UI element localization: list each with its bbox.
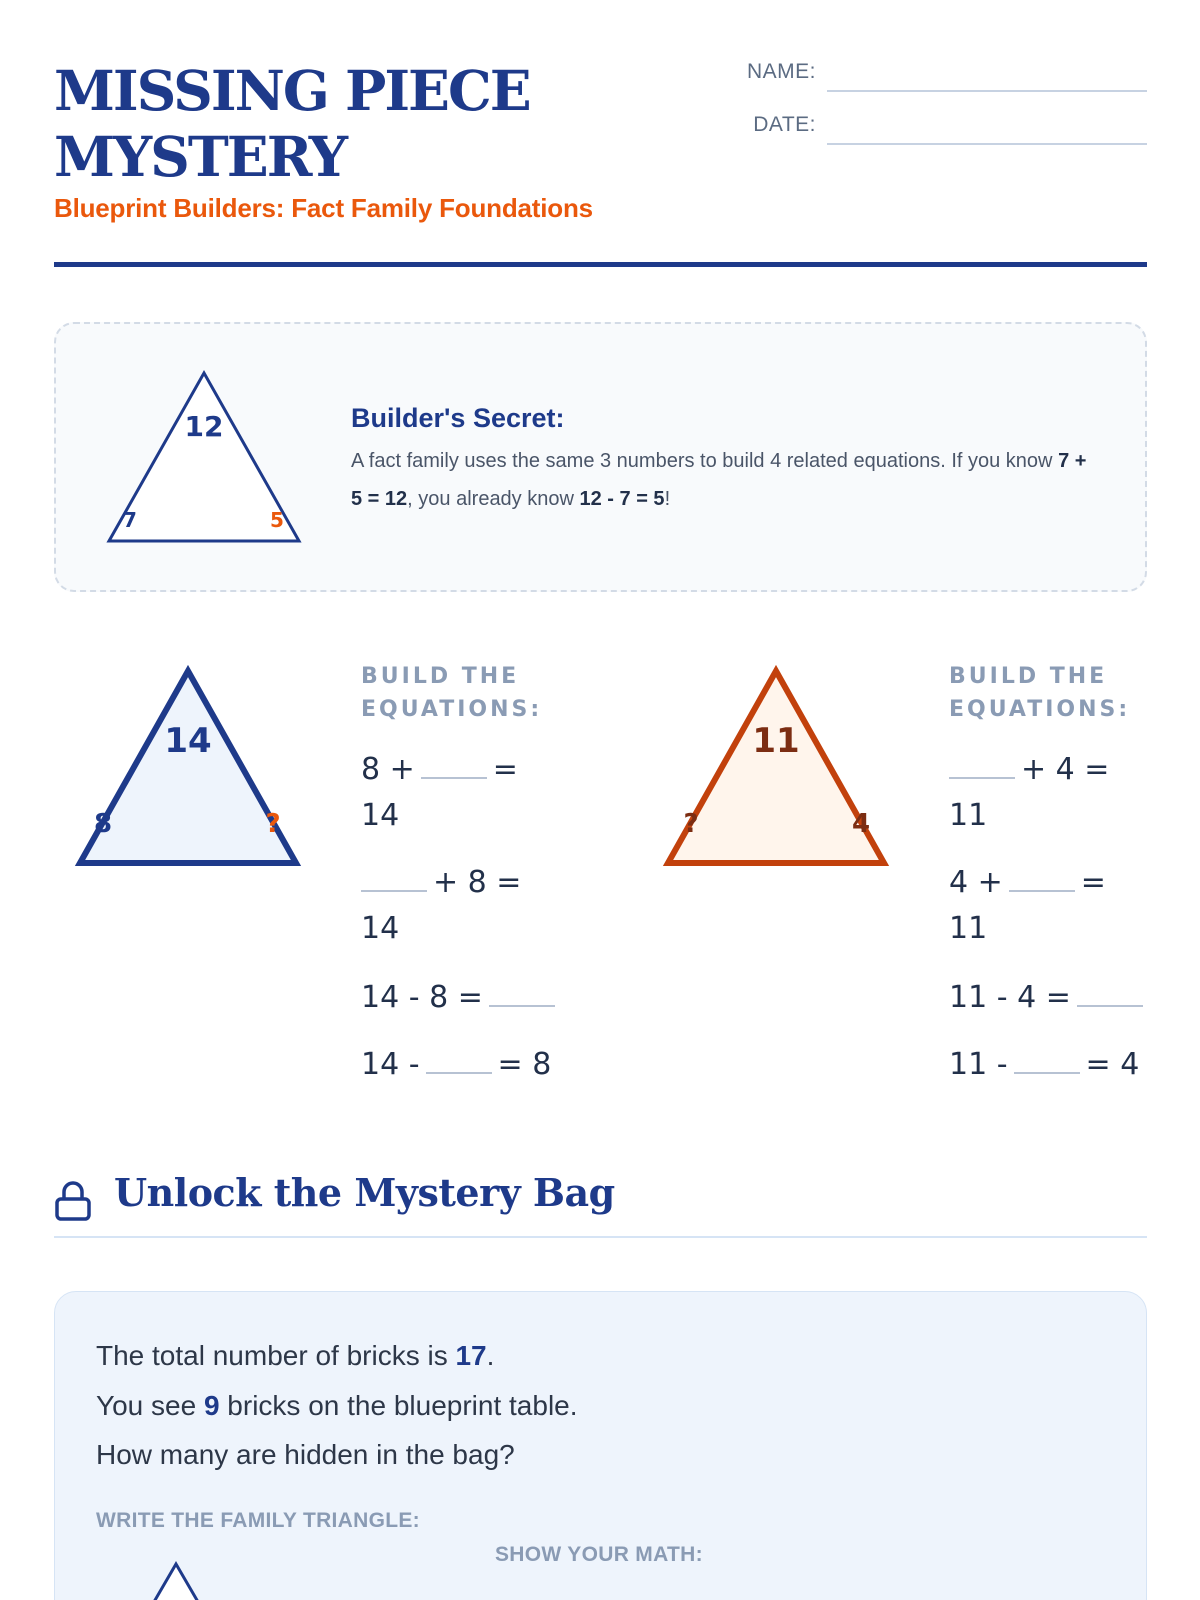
- answer-blank[interactable]: [949, 753, 1015, 779]
- family-2-eq-2: [949, 860, 1174, 952]
- example-top-number: 12: [184, 410, 224, 443]
- build-label-1: BUILD THE EQUATIONS:: [361, 664, 543, 722]
- triangle-label: WRITE THE FAMILY TRIANGLE:: [96, 1509, 420, 1532]
- story-text: You see: [96, 1390, 204, 1421]
- family-1-right-number: ?: [265, 809, 281, 839]
- title-line-1: MISSING PIECE: [54, 58, 530, 123]
- example-triangle: [108, 373, 300, 543]
- eq-text: 11 -: [949, 1047, 1008, 1082]
- eq-text: 14 -: [361, 1047, 420, 1082]
- eq-text: 14: [361, 911, 400, 946]
- known-equation: 7 + 5 = 12: [351, 450, 1087, 510]
- math-label: SHOW YOUR MATH:: [495, 1543, 703, 1566]
- example-right-number: 5: [270, 508, 284, 532]
- name-field[interactable]: [827, 90, 1147, 92]
- secret-text-part: , you already know: [407, 488, 580, 510]
- story-line-3: How many are hidden in the bag?: [96, 1439, 515, 1470]
- eq-text: 14 - 8 =: [361, 980, 483, 1015]
- family-1-eq-1: [361, 747, 586, 839]
- header-divider: [54, 262, 1147, 267]
- family-2-eq-1: [949, 747, 1174, 839]
- story-line-2: [96, 1390, 578, 1422]
- title-line-2: MYSTERY: [54, 124, 346, 189]
- family-2-right-number: 4: [851, 809, 871, 839]
- family-1-eq-4: [361, 1042, 601, 1088]
- eq-text: =: [1080, 865, 1106, 900]
- eq-text: 4 +: [949, 865, 1003, 900]
- page-title: [54, 58, 614, 190]
- eq-text: 14: [361, 798, 400, 833]
- eq-text: 8 +: [361, 752, 415, 787]
- seen-bricks: 9: [203, 1390, 220, 1421]
- eq-text: = 8: [497, 1047, 552, 1082]
- story-text: .: [486, 1340, 495, 1371]
- date-field[interactable]: [827, 143, 1147, 145]
- answer-blank[interactable]: [361, 866, 427, 892]
- build-label-2: BUILD THE EQUATIONS:: [949, 664, 1131, 722]
- mystery-divider: [54, 1236, 1147, 1238]
- example-left-number: 7: [123, 508, 137, 532]
- answer-blank[interactable]: [426, 1048, 492, 1074]
- answer-blank[interactable]: [1077, 981, 1143, 1007]
- answer-blank[interactable]: [1014, 1048, 1080, 1074]
- family-triangle-2: [665, 668, 887, 866]
- eq-text: + 4 =: [1021, 752, 1110, 787]
- family-1-left-number: 8: [93, 809, 113, 839]
- eq-text: + 8 =: [433, 865, 522, 900]
- family-2-left-number: ?: [683, 809, 699, 839]
- eq-text: 11 - 4 =: [949, 980, 1071, 1015]
- eq-text: 11: [949, 798, 988, 833]
- answer-blank[interactable]: [421, 753, 487, 779]
- family-1-eq-2: [361, 860, 586, 952]
- family-2-eq-3: [949, 975, 1189, 1021]
- eq-text: 11: [949, 911, 988, 946]
- secret-title: Builder's Secret:: [351, 403, 565, 433]
- story-text: bricks on the blueprint table.: [219, 1390, 578, 1421]
- page-subtitle: Blueprint Builders: Fact Family Foundations: [54, 193, 593, 223]
- family-2-top-number: 11: [752, 721, 800, 761]
- total-bricks: 17: [455, 1340, 487, 1371]
- family-1-top-number: 14: [164, 721, 212, 761]
- date-label: DATE:: [753, 113, 816, 136]
- lock-icon: [55, 1181, 91, 1221]
- derived-equation: 12 - 7 = 5: [579, 488, 665, 510]
- secret-text-part: !: [664, 488, 671, 510]
- answer-blank[interactable]: [489, 981, 555, 1007]
- name-label: NAME:: [746, 60, 816, 83]
- mystery-heading: Unlock the Mystery Bag: [114, 1170, 615, 1215]
- secret-text-part: A fact family uses the same 3 numbers to build 4 related equations. If you know: [351, 450, 1059, 472]
- secret-text: [351, 442, 1091, 518]
- eq-text: =: [492, 752, 518, 787]
- story-line-1: [96, 1340, 494, 1372]
- family-1-eq-3: [361, 975, 601, 1021]
- answer-blank[interactable]: [1009, 866, 1075, 892]
- blank-family-triangle[interactable]: [138, 1562, 214, 1600]
- eq-text: = 4: [1085, 1047, 1140, 1082]
- family-2-eq-4: [949, 1042, 1189, 1088]
- story-text: The total number of bricks is: [96, 1340, 456, 1371]
- family-triangle-1: [77, 668, 299, 866]
